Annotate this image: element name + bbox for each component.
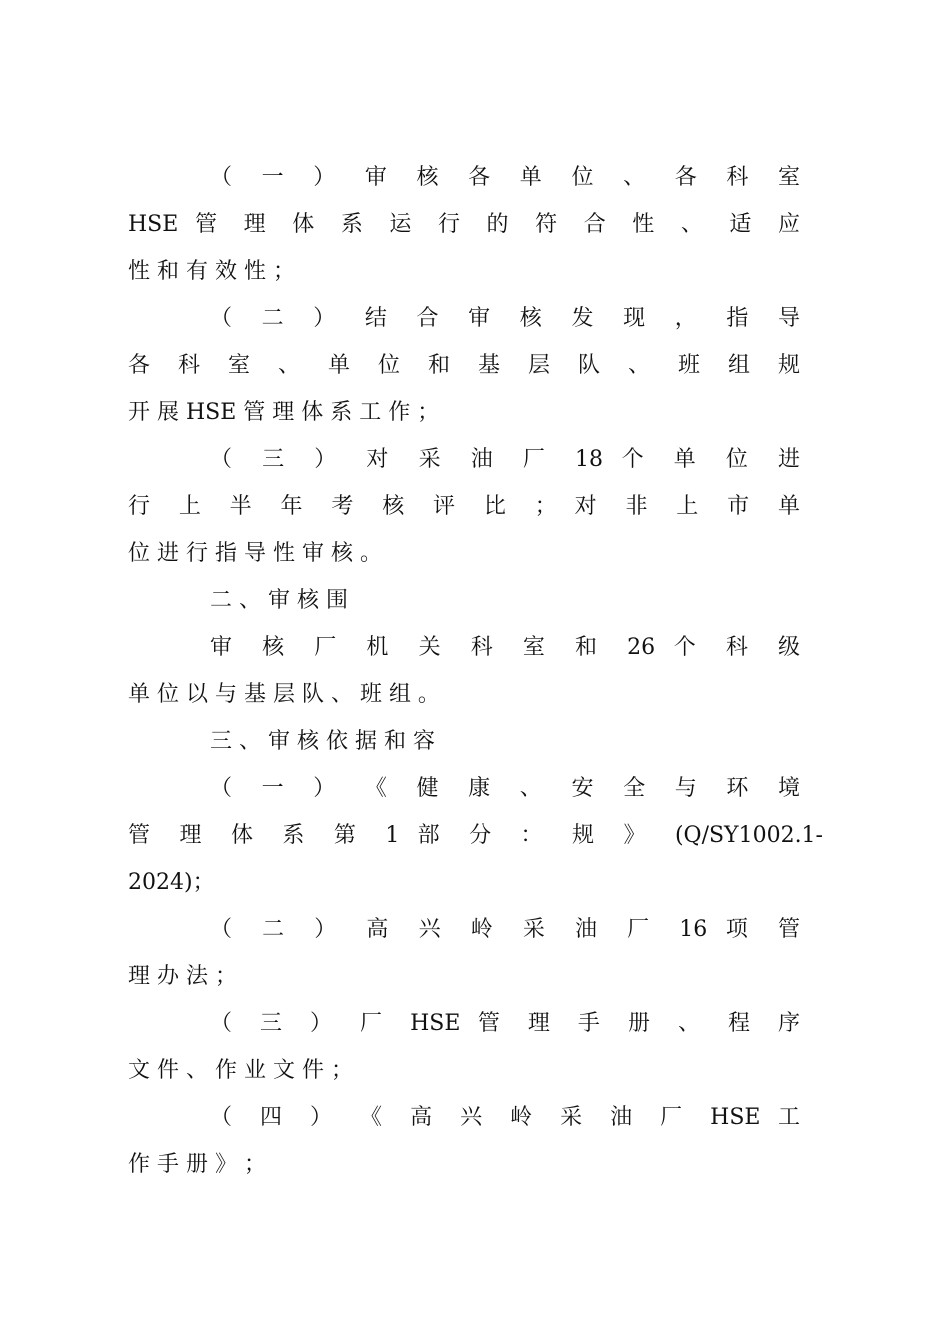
line-14: （ 一 ） 《 健 康 、 安 全 与 环 境 bbox=[210, 776, 800, 801]
line-15: 管 理 体 系 第 1 部 分 ： 规 》 (Q/SY1002.1- bbox=[128, 823, 823, 848]
line-5: 各 科 室 、 单 位 和 基 层 队 、 班 组 规 bbox=[128, 353, 800, 378]
line-9: 位 进 行 指 导 性 审 核 。 bbox=[128, 541, 382, 566]
line-10: 二 、 审 核 围 bbox=[210, 588, 348, 613]
line-4: （ 二 ） 结 合 审 核 发 现 ， 指 导 bbox=[210, 306, 800, 331]
line-18: 理 办 法 ； bbox=[128, 964, 237, 989]
line-19: （ 三 ） 厂 HSE 管 理 手 册 、 程 序 bbox=[210, 1011, 800, 1036]
line-20: 文 件 、 作 业 文 件 ； bbox=[128, 1058, 353, 1083]
line-7: （ 三 ） 对 采 油 厂 18 个 单 位 进 bbox=[210, 447, 800, 472]
line-21: （ 四 ） 《 高 兴 岭 采 油 厂 HSE 工 bbox=[210, 1105, 800, 1130]
line-2: HSE 管 理 体 系 运 行 的 符 合 性 、 适 应 bbox=[128, 212, 800, 237]
line-11: 审 核 厂 机 关 科 室 和 26 个 科 级 bbox=[210, 635, 800, 660]
line-17: （ 二 ） 高 兴 岭 采 油 厂 16 项 管 bbox=[210, 917, 800, 942]
line-12: 单 位 以 与 基 层 队 、 班 组 。 bbox=[128, 682, 440, 707]
line-22: 作 手 册 》 ； bbox=[128, 1152, 266, 1177]
line-1: （ 一 ） 审 核 各 单 位 、 各 科 室 bbox=[210, 165, 800, 190]
line-13: 三 、 审 核 依 据 和 容 bbox=[210, 729, 435, 754]
line-8: 行 上 半 年 考 核 评 比 ； 对 非 上 市 单 bbox=[128, 494, 800, 519]
line-3: 性 和 有 效 性 ； bbox=[128, 259, 295, 284]
line-16: 2024)； bbox=[128, 870, 215, 895]
line-6: 开 展 HSE 管 理 体 系 工 作 ； bbox=[128, 400, 440, 425]
